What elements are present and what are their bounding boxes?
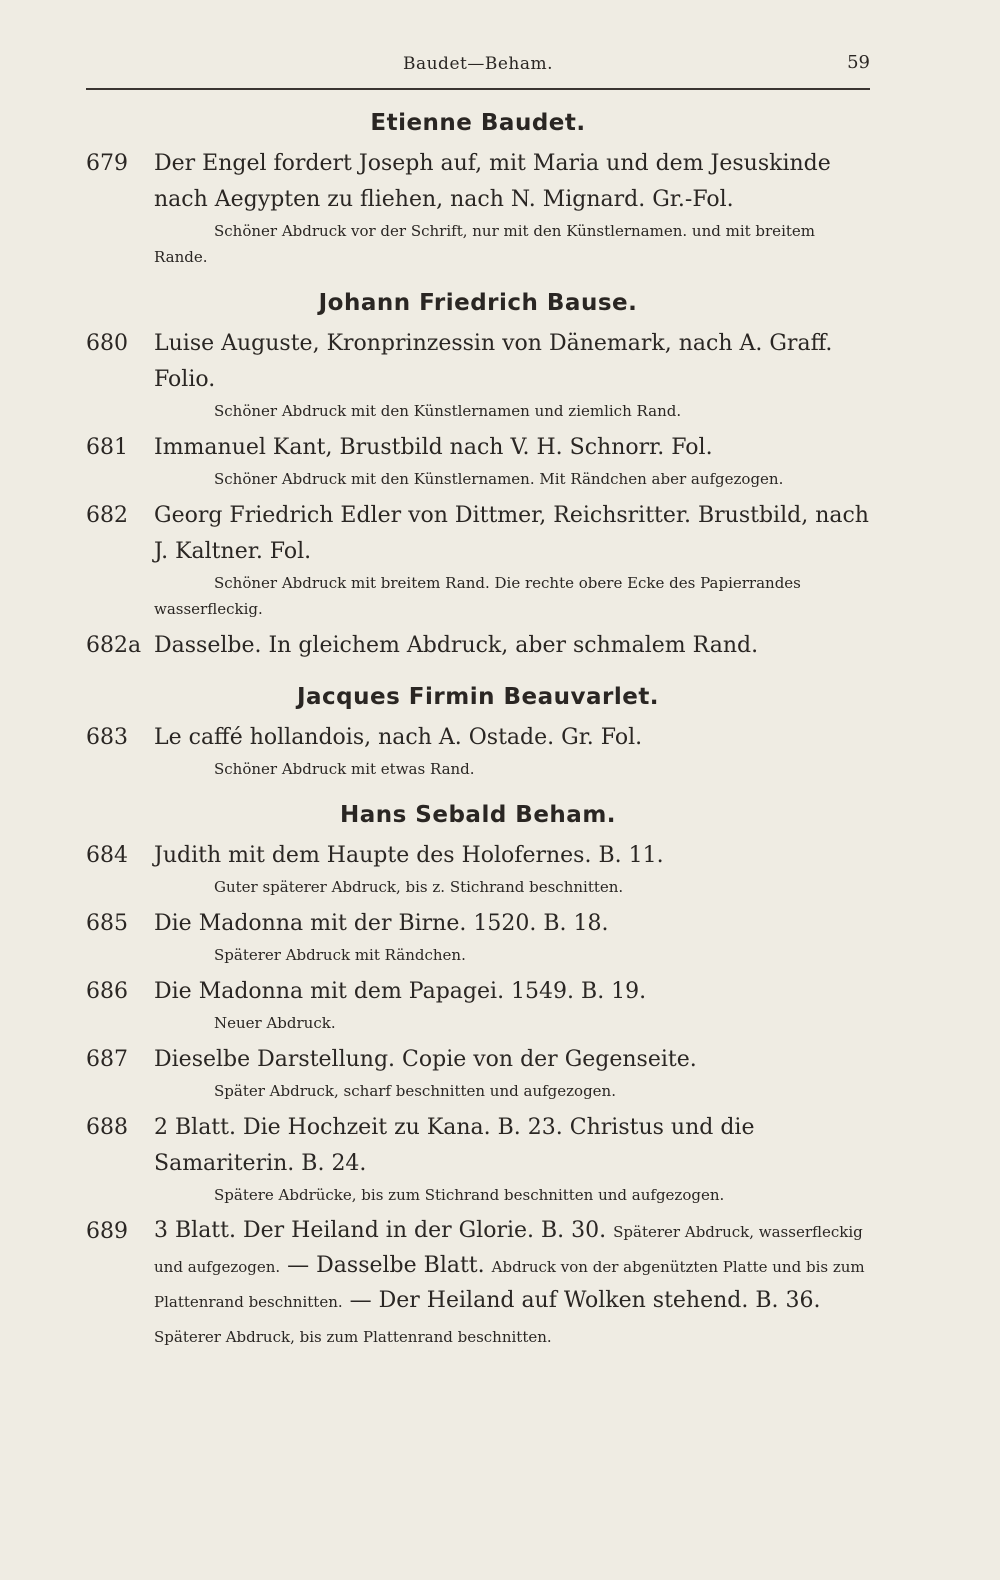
entry-title: Die Madonna mit der Birne. 1520. B. 18.	[154, 911, 609, 936]
entry-note: Spätere Abdrücke, bis zum Stichrand beschnitten und aufgezogen.	[214, 1186, 725, 1204]
artist-heading: Etienne Baudet.	[370, 110, 586, 136]
catalog-entry	[86, 326, 870, 424]
running-header	[86, 48, 870, 90]
entry-title: Le caffé hollandois, nach A. Ostade. Gr. Fol.	[154, 725, 643, 750]
catalog-entry	[86, 430, 870, 492]
entry-note: Schöner Abdruck vor der Schrift, nur mit den Künstlernamen. und mit breitem Rande.	[154, 222, 815, 266]
catalog-entry	[86, 720, 870, 782]
entry-title-part: — Der Heiland auf Wolken stehend. B. 36.	[349, 1288, 821, 1313]
section-beham	[86, 802, 870, 1354]
entry-title: Luise Auguste, Kronprinzessin von Dänemark, nach A. Graff. Folio.	[154, 331, 833, 392]
section-bause	[86, 290, 870, 664]
entry-note: Schöner Abdruck mit etwas Rand.	[214, 760, 475, 778]
catalog-entry	[86, 906, 870, 968]
entry-number: 683	[86, 725, 128, 750]
entry-note: Späterer Abdruck mit Rändchen.	[214, 946, 466, 964]
catalog-entry	[86, 1110, 870, 1208]
catalog-entry	[86, 146, 870, 270]
page-number: 59	[847, 52, 870, 73]
entry-number: 679	[86, 151, 128, 176]
running-title: Baudet—Beham.	[402, 54, 553, 74]
catalog-entry	[86, 628, 870, 664]
entry-number: 682a	[86, 633, 142, 658]
entry-number: 684	[86, 843, 128, 868]
entry-title: Immanuel Kant, Brustbild nach V. H. Schnorr. Fol.	[154, 435, 713, 460]
entry-title: Georg Friedrich Edler von Dittmer, Reichsritter. Brustbild, nach J. Kaltner. Fol.	[154, 503, 869, 564]
entry-title: Judith mit dem Haupte des Holofernes. B. 11.	[154, 843, 664, 868]
artist-heading: Jacques Firmin Beauvarlet.	[296, 684, 660, 710]
entry-number: 686	[86, 979, 128, 1004]
entry-number: 688	[86, 1115, 128, 1140]
entry-title: 2 Blatt. Die Hochzeit zu Kana. B. 23. Christus und die Samariterin. B. 24.	[154, 1115, 755, 1176]
entry-number: 689	[86, 1219, 128, 1244]
entry-title	[154, 1214, 870, 1354]
entry-title: Dieselbe Darstellung. Copie von der Gegenseite.	[154, 1047, 697, 1072]
artist-heading: Johann Friedrich Bause.	[318, 290, 638, 316]
section-beauvarlet	[86, 684, 870, 782]
entry-note: Schöner Abdruck mit den Künstlernamen. Mit Rändchen aber aufgezogen.	[214, 470, 784, 488]
catalog-entry	[86, 1214, 870, 1354]
entry-note: Schöner Abdruck mit den Künstlernamen und ziemlich Rand.	[214, 402, 682, 420]
entry-number: 687	[86, 1047, 128, 1072]
entry-title: Der Engel fordert Joseph auf, mit Maria und dem Jesuskinde nach Aegypten zu fliehen, nach N. Mignard. Gr.-Fol.	[154, 151, 831, 212]
entry-title: Dasselbe. In gleichem Abdruck, aber schmalem Rand.	[154, 633, 759, 658]
entry-number: 682	[86, 503, 128, 528]
catalog-entry	[86, 1042, 870, 1104]
catalog-entry	[86, 838, 870, 900]
entry-note: Guter späterer Abdruck, bis z. Stichrand beschnitten.	[214, 878, 624, 896]
catalog-entry	[86, 498, 870, 622]
entry-number: 685	[86, 911, 128, 936]
entry-note-inline: Späterer Abdruck, bis zum Plattenrand beschnitten.	[154, 1328, 552, 1346]
entry-title: Die Madonna mit dem Papagei. 1549. B. 19.	[154, 979, 647, 1004]
entry-note: Neuer Abdruck.	[214, 1014, 336, 1032]
entry-note: Später Abdruck, scharf beschnitten und aufgezogen.	[214, 1082, 616, 1100]
catalog-entry	[86, 974, 870, 1036]
entry-note-inline: Späterer Abdruck, wasserfleckig und aufgezogen.	[154, 1223, 863, 1276]
entry-title-part: — Dasselbe Blatt.	[287, 1253, 485, 1278]
entry-number: 681	[86, 435, 128, 460]
entry-title-part: 3 Blatt. Der Heiland in der Glorie. B. 30.	[154, 1218, 607, 1243]
artist-heading: Hans Sebald Beham.	[339, 802, 617, 828]
entry-note-inline: Abdruck von der abgenützten Platte und bis zum Plattenrand beschnitten.	[154, 1258, 865, 1311]
section-baudet	[86, 110, 870, 270]
entry-number: 680	[86, 331, 128, 356]
entry-note: Schöner Abdruck mit breitem Rand. Die rechte obere Ecke des Papierrandes wasserfleckig.	[154, 574, 801, 618]
